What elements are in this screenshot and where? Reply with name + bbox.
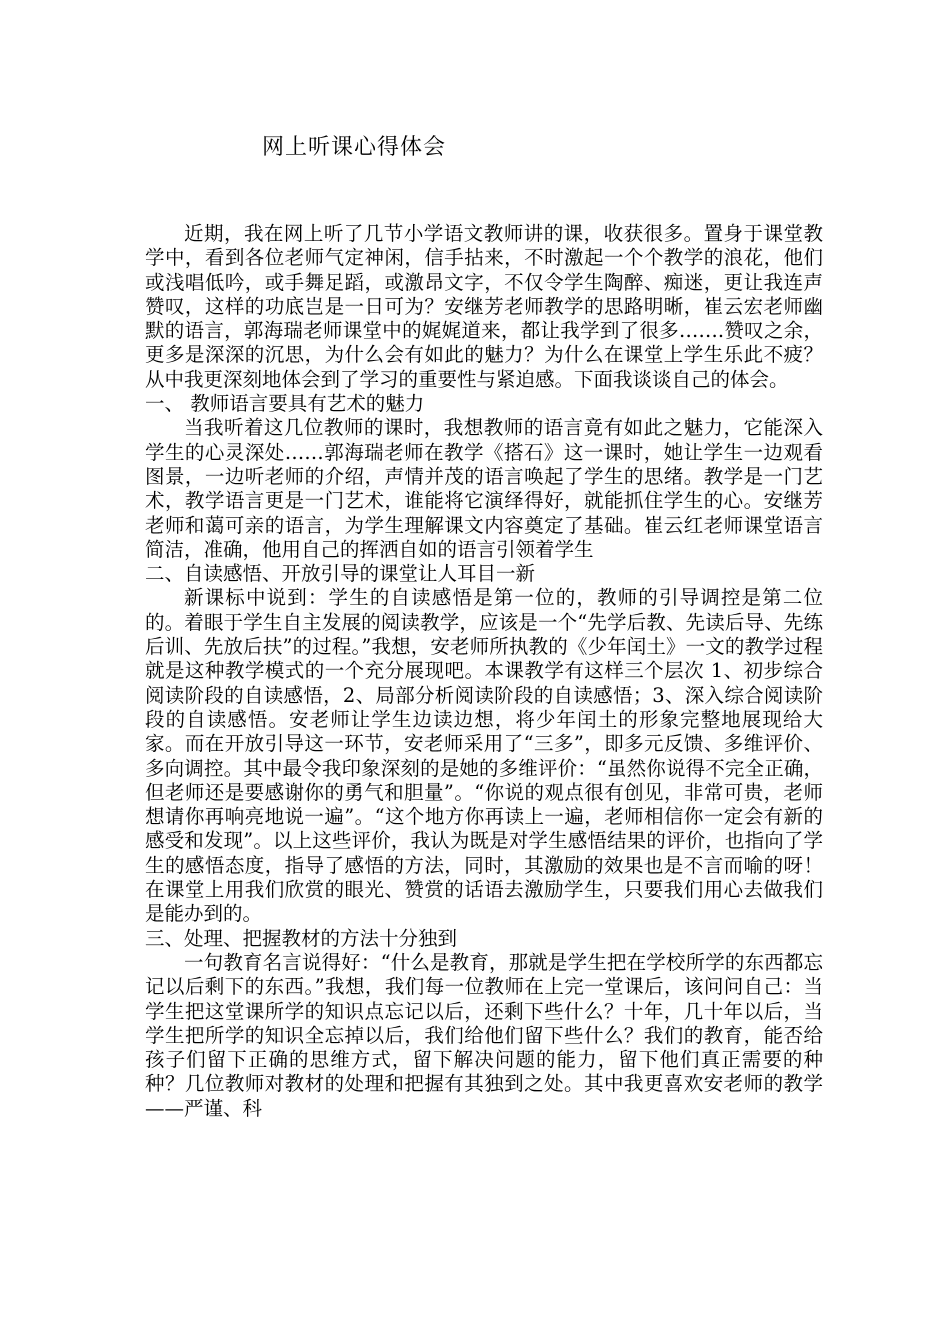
paragraph-section-2: 新课标中说到：学生的自读感悟是第一位的，教师的引导调控是第二位的。着眼于学生自主发展的阅读教学，应该是一个“先学后教、先读后导、先练后训、先放后扶”的过程。”我想，安老师所执教的《少年闰土》一文的教学过程就是这种教学模式的一个充分展现吧。本课教学有这样三个层次 1、初步综合阅读阶段的自读感悟，2、局部分析阅读阶段的自读感悟；3、深入综合阅读阶段的自读感悟。安老师让学生边读边想，将少年闰土的形象完整地展现给大家。而在开放引导这一环节，安老师采用了“三多”，即多元反馈、多维评价、多向调控。其中最令我印象深刻的是她的多维评价：“虽然你说得不完全正确，但老师还是要感谢你的勇气和胆量”。“你说的观点很有创见，非常可贵，老师想请你再响亮地说一遍”。“这个地方你再读上一遍，老师相信你一定会有新的感受和发现”。以上这些评价，我认为既是对学生感悟结果的评价，也指向了学生的感悟态度，指导了感悟的方法，同时，其激励的效果也是不言而喻的呀！在课堂上用我们欣赏的眼光、赞赏的话语去激励学生，只要我们用心去做我们是能办到的。 (145, 586, 823, 926)
paragraph-section-3: 一句教育名言说得好：“什么是教育，那就是学生把在学校所学的东西都忘记以后剩下的东西。”我想，我们每一位教师在上完一堂课后，该问问自己：当学生把这堂课所学的知识点忘记以后，还剩下些什么？十年，几十年以后，当学生把所学的知识全忘掉以后，我们给他们留下些什么？我们的教育，能否给孩子们留下正确的思维方式，留下解决问题的能力，留下他们真正需要的种种？几位教师对教材的处理和把握有其独到之处。其中我更喜欢安老师的教学——严谨、科 (145, 950, 823, 1120)
document-body (145, 222, 823, 1121)
section-heading-1: 一、 教师语言要具有艺术的魅力 (145, 392, 425, 416)
document-title: 网上听课心得体会 (262, 135, 447, 160)
paragraph-section-1: 当我听着这几位教师的课时，我想教师的语言竟有如此之魅力，它能深入学生的心灵深处……郭海瑞老师在教学《搭石》这一课时，她让学生一边观看图景，一边听老师的介绍，声情并茂的语言唤起了学生的思绪。教学是一门艺术，教学语言更是一门艺术，谁能将它演绎得好，就能抓住学生的心。安继芳老师和蔼可亲的语言，为学生理解课文内容奠定了基础。崔云红老师课堂语言简洁，准确，他用自己的挥洒自如的语言引领着学生 (145, 416, 823, 561)
paragraph-intro: 近期，我在网上听了几节小学语文教师讲的课，收获很多。置身于课堂教学中，看到各位老师气定神闲，信手拈来，不时激起一个个教学的浪花，他们或浅唱低吟，或手舞足蹈，或激昂文字，不仅令学生陶醉、痴迷，更让我连声赞叹，这样的功底岂是一日可为？安继芳老师教学的思路明晰，崔云宏老师幽默的语言，郭海瑞老师课堂中的娓娓道来，都让我学到了很多…….赞叹之余，更多是深深的沉思，为什么会有如此的魅力？为什么在课堂上学生乐此不疲？从中我更深刻地体会到了学习的重要性与紧迫感。下面我谈谈自己的体会。 (145, 222, 823, 391)
section-heading-3: 三、处理、把握教材的方法十分独到 (145, 926, 458, 950)
section-heading-2: 二、自读感悟、开放引导的课堂让人耳目一新 (145, 562, 536, 586)
